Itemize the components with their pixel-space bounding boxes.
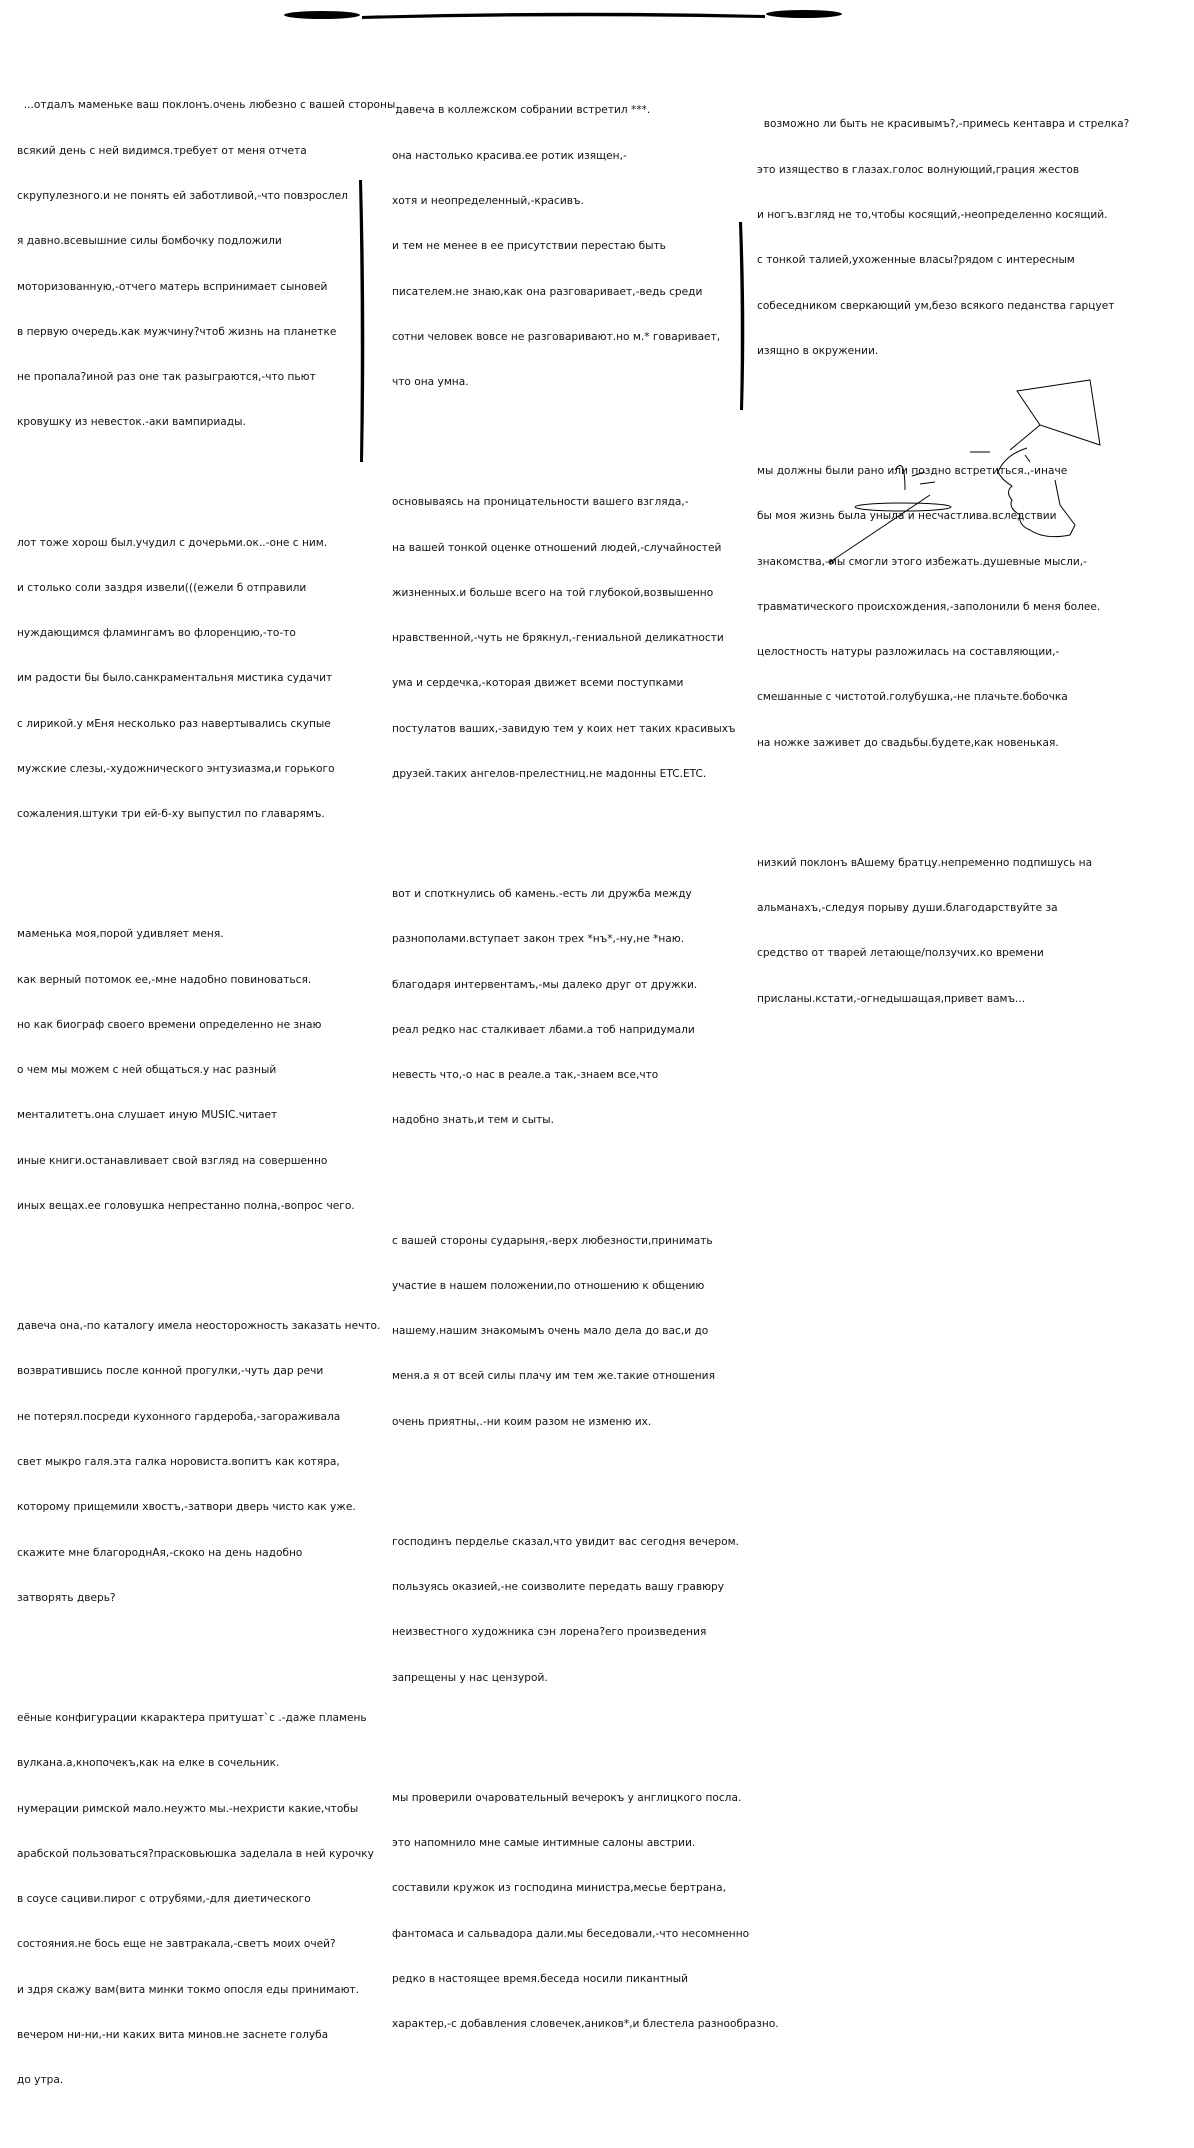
text-line: сотни человек вовсе не разговаривают.но м.* говаривает, [392,330,721,343]
text-line: всякий день с ней видимся.требует от меня отчета [17,144,307,157]
text-line: нуждающимся фламингамъ во флоренцию,-то-то [17,627,296,640]
text-line: маменька моя,порой удивляет меня. [17,928,224,941]
text-line: бы моя жизнь была уныла и несчастлива.вследствии [757,510,1057,523]
text-line: это изящество в глазах.голос волнующий,грация жестов [757,163,1080,176]
text-line: целостность натуры разложилась на составляющии,- [757,646,1060,659]
text-line: неизвестного художника сэн лорена?его произведения [392,1626,707,1639]
text-line: кровушку из невесток.-аки вампириады. [17,416,246,429]
top-ink-blob-right [766,10,842,18]
text-line: но как биограф своего времени определенно не знаю [17,1018,322,1031]
text-line: присланы.кстати,-огнедышащая,привет вамъ... [757,992,1026,1005]
text-line: мужские слезы,-художнического энтузиазма,и горького [17,762,335,775]
text-line: еёные конфигурации ккарактера притушат`с .-даже пламень [17,1712,367,1725]
text-line: и ногъ.взгляд не то,чтобы косящий,-неопределенно косящий. [757,208,1108,221]
text-line: которому прищемили хвостъ,-затвори дверь чисто как уже. [17,1501,356,1514]
text-line: иные книги.останавливает свой взгляд на совершенно [17,1154,328,1167]
text-line: о чем мы можем с ней общаться.у нас разный [17,1064,277,1077]
paragraph [17,897,399,1244]
text-line: в первую очередь.как мужчину?чтоб жизнь на планетке [17,325,337,338]
text-line: и тем не менее в ее присутствии перестаю быть [392,240,666,253]
text-line: запрещены у нас цензурой. [392,1671,548,1684]
paragraph [392,1505,779,1716]
text-line: составили кружок из господина министра,месье бертрана, [392,1882,726,1895]
text-line: скрупулезного.и не понять ей заботливой,-что повзрослел [17,189,348,202]
text-line: до утра. [17,2074,64,2087]
text-line: с лирикой.у мЕня несколько раз навертывались скупые [17,717,331,730]
top-ink-blob-left [284,11,360,19]
paragraph [757,826,1129,1037]
text-line: характер,-с добавления словечек,аников*,и блестела разнообразно. [392,2018,779,2031]
text-line: давеча она,-по каталогу имела неосторожность заказать нечто. [17,1320,381,1333]
text-line: господинъ перделье сказал,что увидит вас сегодня вечером. [392,1535,739,1548]
text-line: мы проверили очаровательный вечерокъ у англицкого посла. [392,1791,742,1804]
text-line: изящно в окружении. [757,344,879,357]
top-ink-line [362,13,765,19]
text-line: я давно.всевышние силы бомбочку подложили [17,235,282,248]
text-line: с вашей стороны сударыня,-верх любезности,принимать [392,1234,713,1247]
text-line: мы должны были рано или поздно встретиться.,-иначе [757,464,1068,477]
text-line: низкий поклонъ вАшему братцу.непременно подпишусь на [757,856,1093,869]
text-line: сожаления.штуки три ей-б-ху выпустил по главарямъ. [17,808,325,821]
text-line: состояния.не бось еще не завтракала,-светъ моих очей? [17,1938,336,1951]
paragraph [17,1681,399,2119]
text-line: менталитетъ.она слушает иную MUSIC.читает [17,1109,278,1122]
text-line: лот тоже хорош был.учудил с дочерьми.ок..-оне с ним. [17,536,328,549]
text-line: с тонкой талией,ухоженные власы?рядом с интересным [757,254,1075,267]
text-line: вулкана.а,кнопочекъ,как на елке в сочельник. [17,1757,280,1770]
text-line: ...отдалъ маменьке ваш поклонъ.очень любезно с вашей стороны. [17,99,399,112]
text-line: не потерял.посреди кухонного гардероба,-загораживала [17,1410,341,1423]
text-line: невесть что,-о нас в реале.а так,-знаем все,что [392,1069,659,1082]
text-line: писателем.не знаю,как она разговаривает,-ведь среди [392,285,703,298]
text-line: на вашей тонкой оценке отношений людей,-случайностей [392,541,722,554]
text-line: моторизованную,-отчего матерь вспринимает сыновей [17,280,328,293]
text-line: что она умна. [392,376,469,389]
text-line: иных вещах.ее головушка непрестанно полна,-вопрос чего. [17,1200,355,1213]
text-line: арабской пользоваться?прасковьюшка заделала в ней курочку [17,1847,374,1860]
text-line: благодаря интервентамъ,-мы далеко друг от дружки. [392,978,698,991]
text-line: редко в настоящее время.беседа носили пикантный [392,1973,688,1986]
paragraph [17,1289,399,1636]
text-line: участие в нашем положении,по отношению к общению [392,1279,705,1292]
text-line: скажите мне благороднАя,-скоко на день надобно [17,1546,303,1559]
text-line: давеча в коллежском собрании встретил ***. [392,104,651,117]
text-line: надобно знать,и тем и сыты. [392,1114,555,1127]
text-line: знакомства,-мы смогли этого избежать.душевные мысли,- [757,555,1087,568]
text-line: вот и споткнулись об камень.-есть ли дружба между [392,888,692,901]
text-line: друзей.таких ангелов-прелестниц.не мадонны ETC.ETC. [392,767,707,780]
text-line: возвратившись после конной прогулки,-чуть дар речи [17,1365,324,1378]
text-column-middle [392,43,779,2092]
text-line: очень приятны,.-ни коим разом не изменю их. [392,1415,652,1428]
text-line: меня.а я от всей силы плачу им тем же.такие отношения [392,1370,715,1383]
paragraph [17,68,399,460]
text-line: ума и сердечка,-которая движет всеми поступками [392,677,684,690]
text-line: нашему.нашим знакомымъ очень мало дела до вас,и до [392,1325,709,1338]
text-line: нравственной,-чуть не брякнул,-гениальной деликатности [392,632,724,645]
text-line: свет мыкро галя.эта галка норовиста.вопитъ как котяра, [17,1456,340,1469]
text-line: средство от тварей летающе/ползучих.ко времени [757,947,1044,960]
text-line: пользуясь оказией,-не соизволите передать вашу гравюру [392,1581,724,1594]
text-line: постулатов ваших,-завидую тем у коих нет таких красивыхъ [392,722,736,735]
paragraph [392,465,779,812]
text-line: и здря скажу вам(вита минки токмо опосля еды принимают. [17,1983,360,1996]
text-line: и столько соли заздря извели(((ежели б отправили [17,581,307,594]
text-line: разнополами.вступает закон трех *нъ*,-ну,не *наю. [392,933,685,946]
text-line: затворять дверь? [17,1591,116,1604]
text-line: на ножке заживет до свадьбы.будете,как новенькая. [757,736,1059,749]
text-line: реал редко нас сталкивает лбами.а тоб напридумали [392,1023,695,1036]
text-line: вечером ни-ни,-ни каких вита минов.не заснете голуба [17,2029,329,2041]
text-line: в соусе сациви.пирог с отрубями,-для диетического [17,1893,311,1906]
text-line: основываясь на проницательности вашего взгляда,- [392,496,689,509]
text-line: им радости бы было.санкраментальня мистика судачит [17,672,333,685]
text-line: собеседником сверкающий ум,безо всякого педанства гарцует [757,299,1115,312]
text-line: возможно ли быть не красивымъ?,-примесь кентавра и стрелка? [757,118,1130,131]
text-line: жизненных.и больше всего на той глубокой,возвышенно [392,586,714,599]
text-column-right [757,57,1129,1067]
paragraph [392,73,779,420]
text-line: нумерации римской мало.неужто мы.-нехристи какие,чтобы [17,1802,359,1815]
paragraph [17,505,399,852]
paragraph [392,1203,779,1460]
text-line: фантомаса и сальвадора дали.мы беседовали,-что несомненно [392,1927,750,1940]
text-line: хотя и неопределенный,-красивъ. [392,194,584,207]
paragraph [757,434,1129,781]
text-line: это напомнило мне самые интимные салоны австрии. [392,1837,696,1850]
text-line: не пропала?иной раз оне так разыграются,-что пьют [17,371,316,384]
paragraph [392,857,779,1159]
text-line: травматического происхождения,-заполонили б меня более. [757,600,1101,613]
text-line: как верный потомок ее,-мне надобно повиноваться. [17,973,312,986]
text-line: альманахъ,-следуя порыву души.благодарствуйте за [757,902,1058,915]
paragraph [392,1761,779,2063]
text-column-left [17,38,399,2148]
text-line: смешанные с чистотой.голубушка,-не плачьте.бобочка [757,691,1068,704]
text-line: она настолько красива.ее ротик изящен,- [392,149,627,162]
paragraph [757,87,1129,389]
